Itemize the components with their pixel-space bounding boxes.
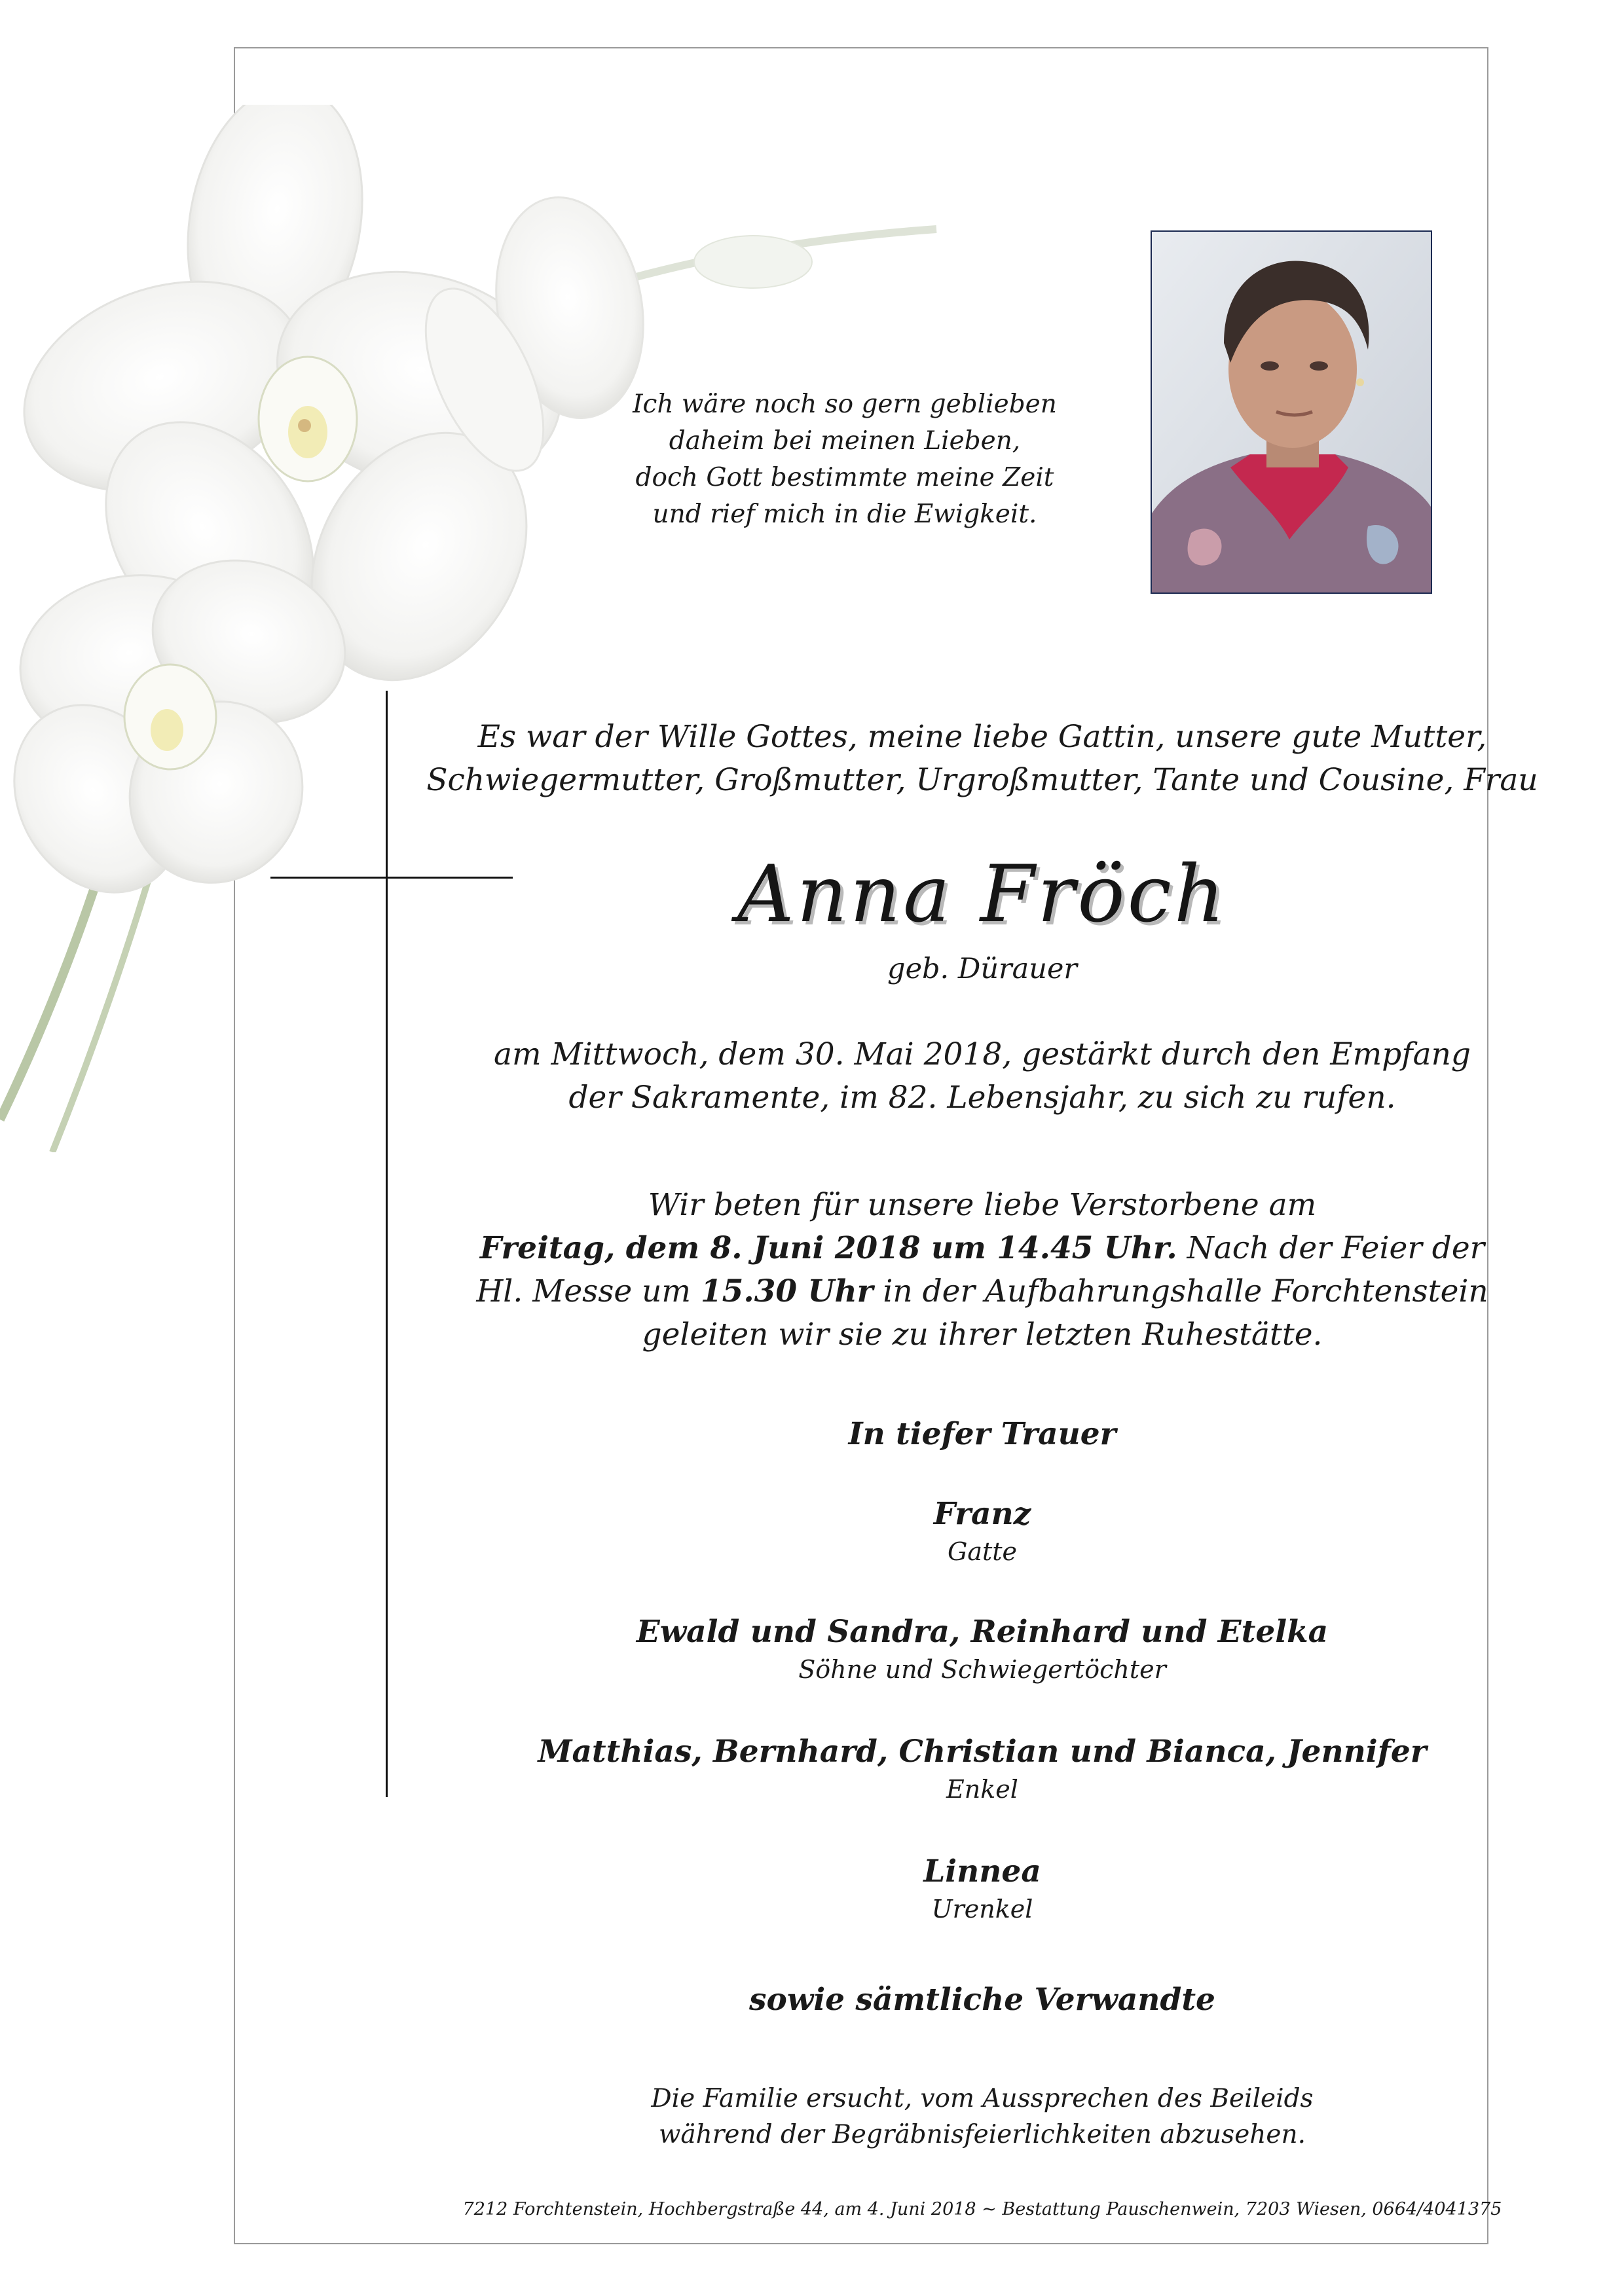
intro-line: Es war der Wille Gottes, meine liebe Gattin, unsere gute Mutter, xyxy=(477,719,1487,755)
funeral-text: Hl. Messe um xyxy=(476,1273,701,1309)
family-names: Linnea xyxy=(923,1853,1041,1889)
death-line: am Mittwoch, dem 30. Mai 2018, gestärkt durch den Empfang xyxy=(493,1036,1471,1072)
funeral-line: geleiten wir sie zu ihrer letzten Ruhestätte. xyxy=(642,1317,1323,1353)
family-names: Franz xyxy=(933,1496,1031,1532)
funeral-line xyxy=(393,1227,1572,1270)
deceased-name: Anna Fröch xyxy=(737,849,1228,940)
closing-line: sowie sämtliche Verwandte xyxy=(749,1982,1215,2018)
intro-line: Schwiegermutter, Großmutter, Urgroßmutter, Tante und Cousine, Frau xyxy=(426,762,1538,798)
orchid-illustration xyxy=(0,105,956,1152)
family-relation: Urenkel xyxy=(931,1895,1033,1923)
family-entry xyxy=(393,1612,1572,1686)
family-names: Matthias, Bernhard, Christian und Bianca, Jennifer xyxy=(538,1734,1427,1770)
mourning-heading: In tiefer Trauer xyxy=(848,1416,1116,1452)
family-request xyxy=(393,2081,1572,2153)
quote-line: doch Gott bestimmte meine Zeit xyxy=(635,463,1054,492)
cross-vertical-bar xyxy=(386,691,388,1797)
death-details xyxy=(393,1033,1572,1120)
family-entry xyxy=(393,1732,1572,1806)
family-entry xyxy=(393,1494,1572,1569)
quote-line: Ich wäre noch so gern geblieben xyxy=(633,390,1057,419)
quote-line: daheim bei meinen Lieben, xyxy=(669,426,1021,456)
request-line: während der Begräbnisfeierlichkeiten abzusehen. xyxy=(659,2120,1306,2149)
funeral-details xyxy=(393,1184,1572,1357)
family-relation: Söhne und Schwiegertöchter xyxy=(798,1655,1166,1684)
funeral-line: Wir beten für unsere liebe Verstorbene am xyxy=(648,1187,1317,1223)
birth-name: geb. Dürauer xyxy=(887,953,1077,985)
portrait-image xyxy=(1152,232,1431,592)
funeral-text: in der Aufbahrungshalle Forchtenstein xyxy=(873,1273,1488,1309)
family-relation: Enkel xyxy=(946,1775,1018,1804)
request-line: Die Familie ersucht, vom Aussprechen des Beileids xyxy=(651,2084,1314,2113)
family-names: Ewald und Sandra, Reinhard und Etelka xyxy=(636,1614,1329,1650)
footer-info: 7212 Forchtenstein, Hochbergstraße 44, am 4. Juni 2018 ~ Bestattung Pauschenwein, 7203 Wiesen, 0664/4041375 xyxy=(462,2199,1502,2219)
quote-line: und rief mich in die Ewigkeit. xyxy=(652,500,1037,529)
announcement-intro xyxy=(393,716,1572,802)
funeral-line xyxy=(393,1270,1572,1313)
family-relation: Gatte xyxy=(947,1537,1018,1566)
funeral-text: Nach der Feier der xyxy=(1177,1230,1485,1266)
memorial-quote xyxy=(589,386,1100,533)
funeral-date: Freitag, dem 8. Juni 2018 um 14.45 Uhr. xyxy=(479,1230,1177,1266)
death-line: der Sakramente, im 82. Lebensjahr, zu sich zu rufen. xyxy=(568,1080,1396,1116)
funeral-time: 15.30 Uhr xyxy=(700,1273,874,1309)
portrait-photo xyxy=(1151,230,1432,594)
orchid-flower-small xyxy=(0,534,368,923)
family-entry xyxy=(393,1851,1572,1926)
